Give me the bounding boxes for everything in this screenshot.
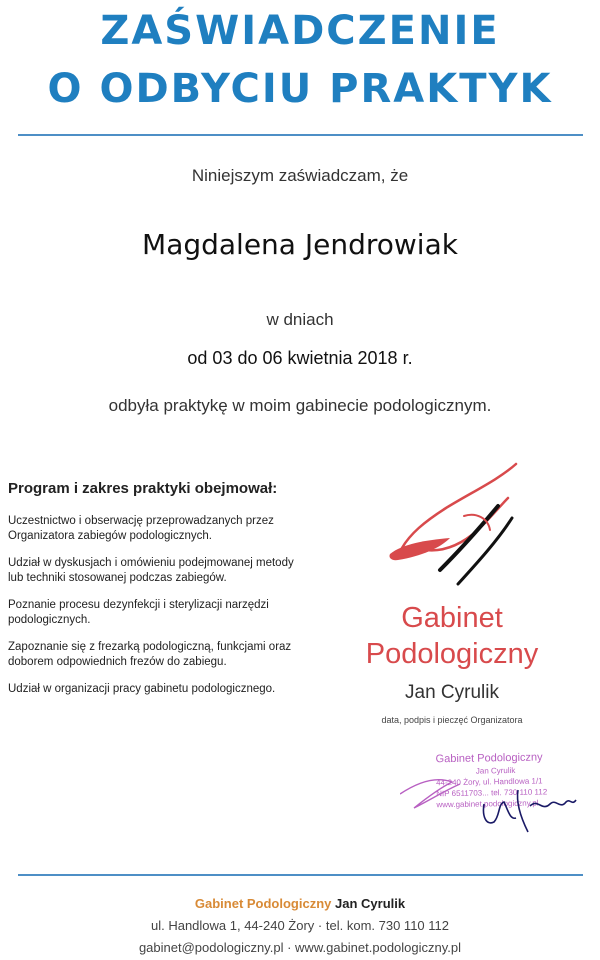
- dates-label: w dniach: [266, 310, 334, 329]
- handwritten-signature: [400, 760, 590, 840]
- stamp-name: Gabinet Podologiczny: [435, 751, 543, 766]
- program-heading: Program i zakres praktyki obejmował:: [8, 480, 278, 497]
- footer-owner: Jan Cyrulik: [335, 896, 406, 911]
- certificate-title-line1: ZAŚWIADCZENIE: [100, 8, 500, 54]
- program-item: Zapoznanie się z frezarką podologiczną, funkcjami oraz doborem odpowiednich frezów do zabiegu.: [8, 641, 292, 668]
- footer-divider: [18, 874, 583, 876]
- stamp-owner: Jan Cyrulik: [475, 765, 516, 776]
- footer-contact-line: [0, 918, 600, 933]
- foot-logo-icon: [380, 458, 530, 598]
- footer-address: ul. Handlowa 1, 44-240 Żory: [150, 918, 315, 933]
- footer-website[interactable]: www.gabinet.podologiczny.pl: [295, 940, 462, 955]
- stamp-address: 44-240 Żory, ul. Handlowa 1/1: [435, 776, 543, 788]
- intro-text: Niniejszym zaświadczam, że: [191, 166, 409, 185]
- practice-dates: od 03 do 06 kwietnia 2018 r.: [187, 348, 413, 368]
- footer-brand: Gabinet Podologiczny: [194, 896, 332, 911]
- program-item: Poznanie procesu dezynfekcji i sterylizacji narzędzi podologicznych.: [8, 599, 269, 626]
- footer-web-line: [0, 940, 600, 955]
- footer-phone: tel. kom. 730 110 112: [325, 918, 449, 933]
- recipient-name: Magdalena Jendrowiak: [142, 228, 458, 261]
- program-item: Udział w organizacji pracy gabinetu podologicznego.: [8, 683, 276, 695]
- brand-owner: Jan Cyrulik: [405, 682, 499, 703]
- completion-text: odbyła praktykę w moim gabinecie podologicznym.: [108, 396, 492, 415]
- certificate-title-line2: O ODBYCIU PRAKTYK: [47, 66, 553, 112]
- program-item: Uczestnictwo i obserwację przeprowadzanych przez Organizatora zabiegów podologicznych.: [8, 515, 274, 542]
- title-divider: [18, 134, 583, 136]
- footer-separator: ·: [287, 940, 292, 955]
- footer-separator: ·: [317, 918, 323, 933]
- footer-brand-line: [0, 896, 600, 911]
- program-item: Udział w dyskusjach i omówieniu podejmowanej metody lub techniki stosowanej podczas zabiegów.: [8, 557, 294, 584]
- stamp-nip: NIP 6511703... tel. 730 110 112: [436, 787, 548, 799]
- program-list: [8, 514, 308, 709]
- brand-name-line1: Gabinet: [401, 602, 503, 634]
- stamp-web: www.gabinet.podologiczny.pl: [436, 798, 539, 810]
- signature-caption: data, podpis i pieczęć Organizatora: [381, 715, 523, 725]
- footer-email[interactable]: gabinet@podologiczny.pl: [138, 940, 284, 955]
- brand-name-line2: Podologiczny: [365, 638, 539, 670]
